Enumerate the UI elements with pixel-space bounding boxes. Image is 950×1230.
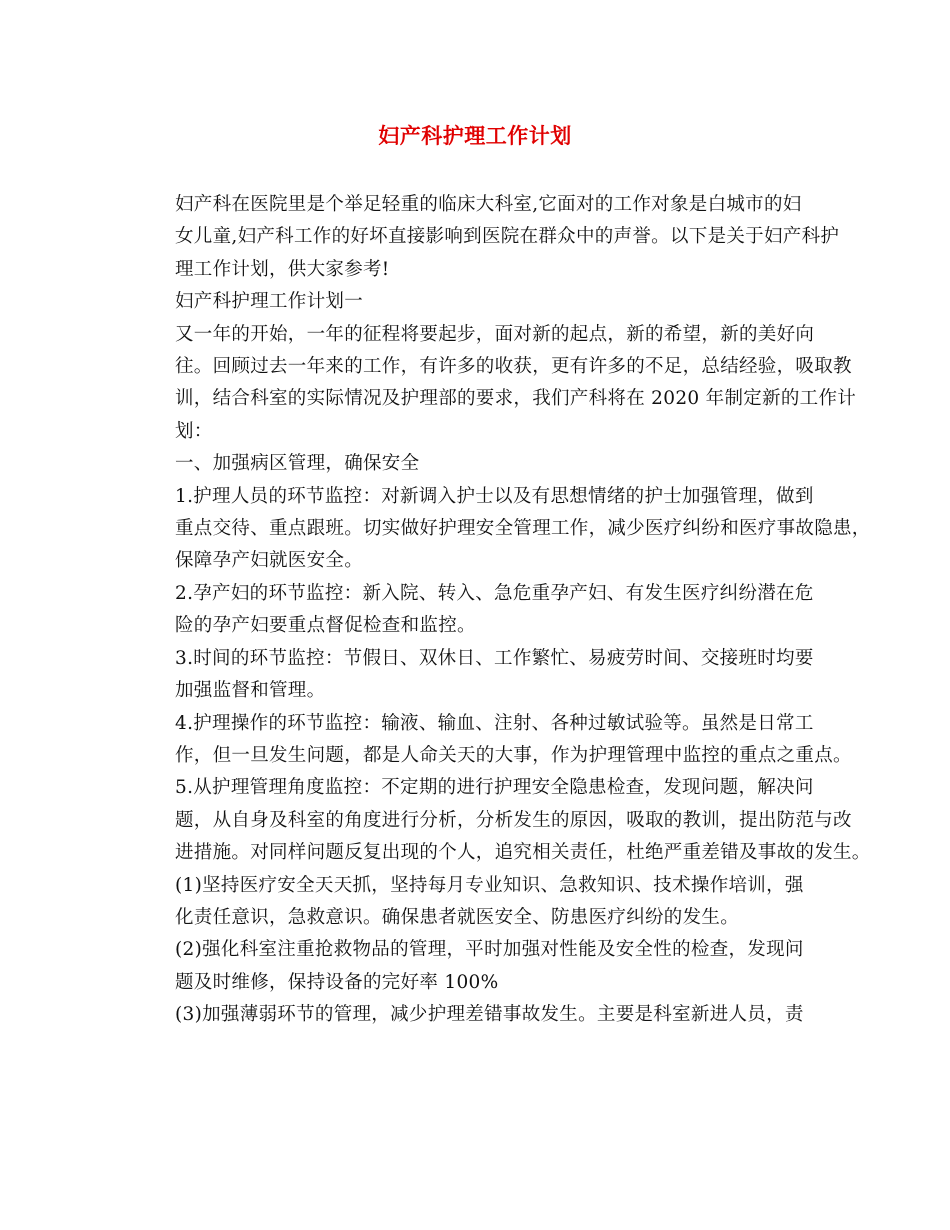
text-line: 妇产科在医院里是个举足轻重的临床大科室,它面对的工作对象是白城市的妇: [175, 194, 802, 215]
text-line: 重点交待、重点跟班。切实做好护理安全管理工作，减少医疗纠纷和医疗事故隐患，: [175, 518, 871, 540]
document-body: [138, 189, 871, 1032]
section-heading-plan-one: [138, 286, 820, 318]
paragraph-subitem-2: [138, 934, 820, 999]
text-line: 往。回顾过去一年来的工作，有许多的收获，更有许多的不足，总结经验，吸取教: [175, 356, 852, 378]
text-line: 题，从自身及科室的角度进行分析，分析发生的原因，吸取的教训，提出防范与改: [175, 809, 852, 831]
text-line: 又一年的开始，一年的征程将要起步，面对新的起点，新的希望，新的美好向: [175, 323, 815, 345]
text-line: (1)坚持医疗安全天天抓，坚持每月专业知识、急救知识、技术操作培训，强: [175, 874, 804, 896]
text-line: (3)加强薄弱环节的管理，减少护理差错事故发生。主要是科室新进人员，责: [175, 1004, 804, 1026]
section-heading-ward-management: [138, 448, 820, 480]
text-line: 理工作计划，供大家参考!: [175, 258, 390, 280]
paragraph-item-1: [138, 481, 871, 578]
text-line: 保障孕产妇就医安全。: [175, 550, 364, 572]
text-line: 3.时间的环节监控：节假日、双休日、工作繁忙、易疲劳时间、交接班时均要: [175, 647, 814, 669]
text-line: 2.孕产妇的环节监控：新入院、转入、急危重孕产妇、有发生医疗纠纷潜在危: [175, 582, 814, 604]
text-line: 题及时维修，保持设备的完好率 100%: [175, 971, 499, 993]
paragraph-item-4: [138, 708, 852, 773]
text-line: 划：: [175, 420, 213, 442]
text-line: 1.护理人员的环节监控：对新调入护士以及有思想情绪的护士加强管理，做到: [175, 485, 814, 507]
paragraph-intro: [138, 189, 840, 286]
text-line: 女儿童,妇产科工作的好坏直接影响到医院在群众中的声誉。以下是关于妇产科护: [175, 226, 840, 248]
text-line: 加强监督和管理。: [175, 680, 326, 702]
text-line: 化责任意识，急救意识。确保患者就医安全、防患医疗纠纷的发生。: [175, 906, 740, 928]
text-line: 5.从护理管理角度监控：不定期的进行护理安全隐患检查，发现问题，解决问: [175, 777, 814, 799]
text-line: 训，结合科室的实际情况及护理部的要求，我们产科将在 2020 年制定新的工作计: [175, 388, 857, 410]
paragraph-item-2: [138, 578, 820, 643]
text-line: 妇产科护理工作计划一: [175, 291, 364, 313]
paragraph-subitem-3: [138, 999, 820, 1031]
paragraph-item-5: [138, 772, 871, 869]
paragraph-new-year: [138, 319, 857, 449]
text-line: 一、加强病区管理，确保安全: [175, 453, 420, 475]
text-line: 4.护理操作的环节监控：输液、输血、注射、各种过敏试验等。虽然是日常工: [175, 712, 814, 734]
document-title: 妇产科护理工作计划: [378, 123, 572, 148]
paragraph-item-3: [138, 643, 820, 708]
text-line: 作，但一旦发生问题，都是人命关天的大事，作为护理管理中监控的重点之重点。: [175, 744, 852, 766]
text-line: 险的孕产妇要重点督促检查和监控。: [175, 615, 476, 637]
text-line: 进措施。对同样问题反复出现的个人，追究相关责任，杜绝严重差错及事故的发生。: [175, 842, 871, 864]
paragraph-subitem-1: [138, 870, 820, 935]
text-line: (2)强化科室注重抢救物品的管理，平时加强对性能及安全性的检查，发现问: [175, 939, 804, 961]
